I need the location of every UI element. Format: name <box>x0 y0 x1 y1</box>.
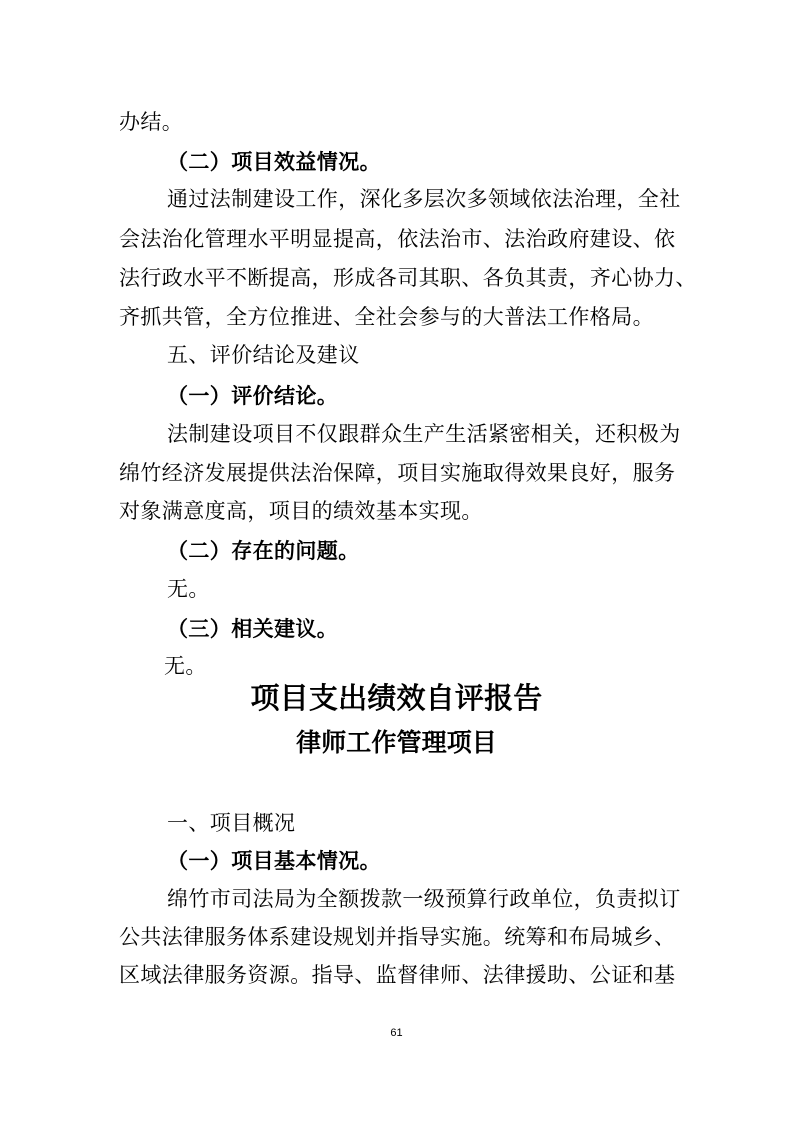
suggestions-text: 无。 <box>164 654 207 678</box>
project-title: 律师工作管理项目 <box>296 728 497 757</box>
basic-info-paragraph-line: 区域法律服务资源。指导、监督律师、法律援助、公证和基 <box>119 963 676 987</box>
page-number: 61 <box>390 1027 403 1039</box>
overview-section-heading: 一、项目概况 <box>167 811 296 835</box>
problems-heading: （二）存在的问题。 <box>167 538 360 563</box>
evaluation-paragraph-line: 绵竹经济发展提供法治保障，项目实施取得效果良好，服务 <box>119 461 676 485</box>
evaluation-section-heading: 五、评价结论及建议 <box>167 343 360 367</box>
benefit-paragraph-line: 会法治化管理水平明显提高，依法治市、法治政府建设、依 <box>119 227 676 251</box>
benefit-paragraph-line: 通过法制建设工作，深化多层次多领域依法治理，全社 <box>167 187 681 211</box>
evaluation-conclusion-heading: （一）评价结论。 <box>167 383 339 408</box>
basic-info-paragraph-line: 绵竹市司法局为全额拨款一级预算行政单位，负责拟订 <box>167 887 681 911</box>
evaluation-paragraph-line: 法制建设项目不仅跟群众生产生活紧密相关，还积极为 <box>167 422 681 446</box>
suggestions-heading: （三）相关建议。 <box>167 616 339 641</box>
benefit-paragraph-line: 齐抓共管，全方位推进、全社会参与的大普法工作格局。 <box>119 305 654 329</box>
paragraph-ending: 办结。 <box>119 110 184 134</box>
benefit-paragraph-line: 法行政水平不断提高，形成各司其职、各负其责，齐心协力、 <box>119 266 697 290</box>
evaluation-paragraph-line: 对象满意度高，项目的绩效基本实现。 <box>119 499 483 523</box>
benefit-section-heading: （二）项目效益情况。 <box>167 149 381 174</box>
basic-info-paragraph-line: 公共法律服务体系建设规划并指导实施。统筹和布局城乡、 <box>119 925 676 949</box>
basic-info-heading: （一）项目基本情况。 <box>167 848 381 873</box>
report-title: 项目支出绩效自评报告 <box>250 681 543 715</box>
problems-text: 无。 <box>167 577 210 601</box>
